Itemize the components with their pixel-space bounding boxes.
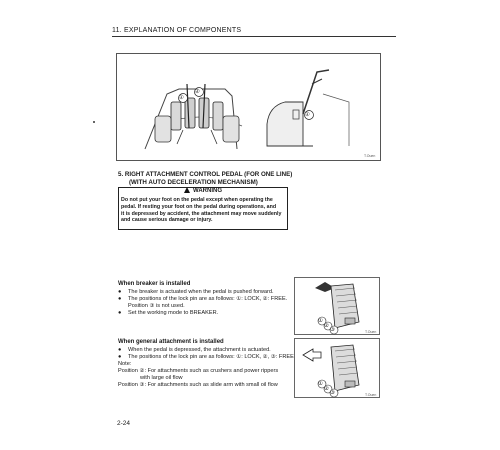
callout-2: ② bbox=[194, 89, 200, 95]
warning-line: Do not put your foot on the pedal except when operating the bbox=[121, 197, 273, 203]
callout-2: ② bbox=[324, 385, 329, 392]
figure-code: T.Ouen bbox=[365, 393, 377, 397]
position-3-note: Position ③: For attachments such as slide arm with small oil flow bbox=[118, 382, 278, 388]
warning-triangle-icon bbox=[184, 187, 190, 193]
note-label: Note: bbox=[118, 361, 132, 367]
breaker-pedal-figure bbox=[294, 277, 380, 335]
callout-1: ① bbox=[178, 95, 184, 101]
warning-line: it is depressed by accident, the attachment may move suddenly bbox=[121, 210, 282, 217]
breaker-bullet-1: ● The breaker is actuated when the pedal is pushed forward. bbox=[118, 289, 274, 295]
general-heading: When general attachment is installed bbox=[118, 339, 224, 345]
callout-1: ① bbox=[318, 380, 323, 387]
scan-speck bbox=[93, 121, 95, 123]
breaker-heading: When breaker is installed bbox=[118, 281, 191, 287]
general-pedal-figure bbox=[294, 338, 380, 398]
warning-line: and cause serious damage or injury. bbox=[121, 217, 213, 224]
general-pedal-illustration bbox=[295, 339, 381, 399]
cab-illustration-figure bbox=[116, 53, 381, 161]
breaker-bullet-3: ● Set the working mode to BREAKER. bbox=[118, 310, 219, 316]
section-title bbox=[118, 171, 388, 186]
figure-code: T.Ouen bbox=[365, 330, 377, 334]
breaker-pedal-illustration bbox=[295, 278, 381, 336]
warning-text bbox=[121, 197, 285, 224]
callout-1-excavator: ① bbox=[304, 112, 310, 118]
breaker-instructions bbox=[118, 289, 293, 317]
general-bullet-1: ● When the pedal is depressed, the attachment is actuated. bbox=[118, 347, 271, 353]
section-title-line2: (WITH AUTO DECELERATION MECHANISM) bbox=[129, 178, 258, 186]
section-header: 11. EXPLANATION OF COMPONENTS bbox=[112, 27, 242, 34]
callout-1: ① bbox=[318, 317, 323, 324]
warning-heading bbox=[118, 187, 288, 196]
breaker-bullet-2: ● The positions of the lock pin are as follows: ①: LOCK, ②: FREE. bbox=[118, 296, 288, 302]
header-rule bbox=[112, 36, 396, 37]
warning-heading-text: WARNING bbox=[193, 188, 222, 194]
cab-illustration bbox=[117, 54, 382, 162]
warning-line: pedal. If resting your foot on the pedal during operations, and bbox=[121, 203, 277, 210]
position-2-note: Position ②: For attachments such as crushers and power rippers bbox=[118, 368, 279, 374]
page-number: 2-24 bbox=[117, 420, 131, 427]
figure-code: T.Ouen bbox=[364, 154, 376, 158]
breaker-bullet-2b: Position ③ is not used. bbox=[128, 303, 185, 309]
position-2-note-cont: with large oil flow bbox=[140, 375, 183, 381]
callout-3: ③ bbox=[330, 389, 335, 396]
callout-3: ③ bbox=[330, 326, 335, 333]
general-bullet-2: ● The positions of the lock pin are as follows: ①: LOCK, ②, ③: FREE. bbox=[118, 354, 296, 360]
section-title-line1: 5. RIGHT ATTACHMENT CONTROL PEDAL (FOR ONE LINE) bbox=[118, 171, 293, 178]
general-instructions bbox=[118, 347, 298, 389]
callout-2: ② bbox=[324, 322, 329, 329]
